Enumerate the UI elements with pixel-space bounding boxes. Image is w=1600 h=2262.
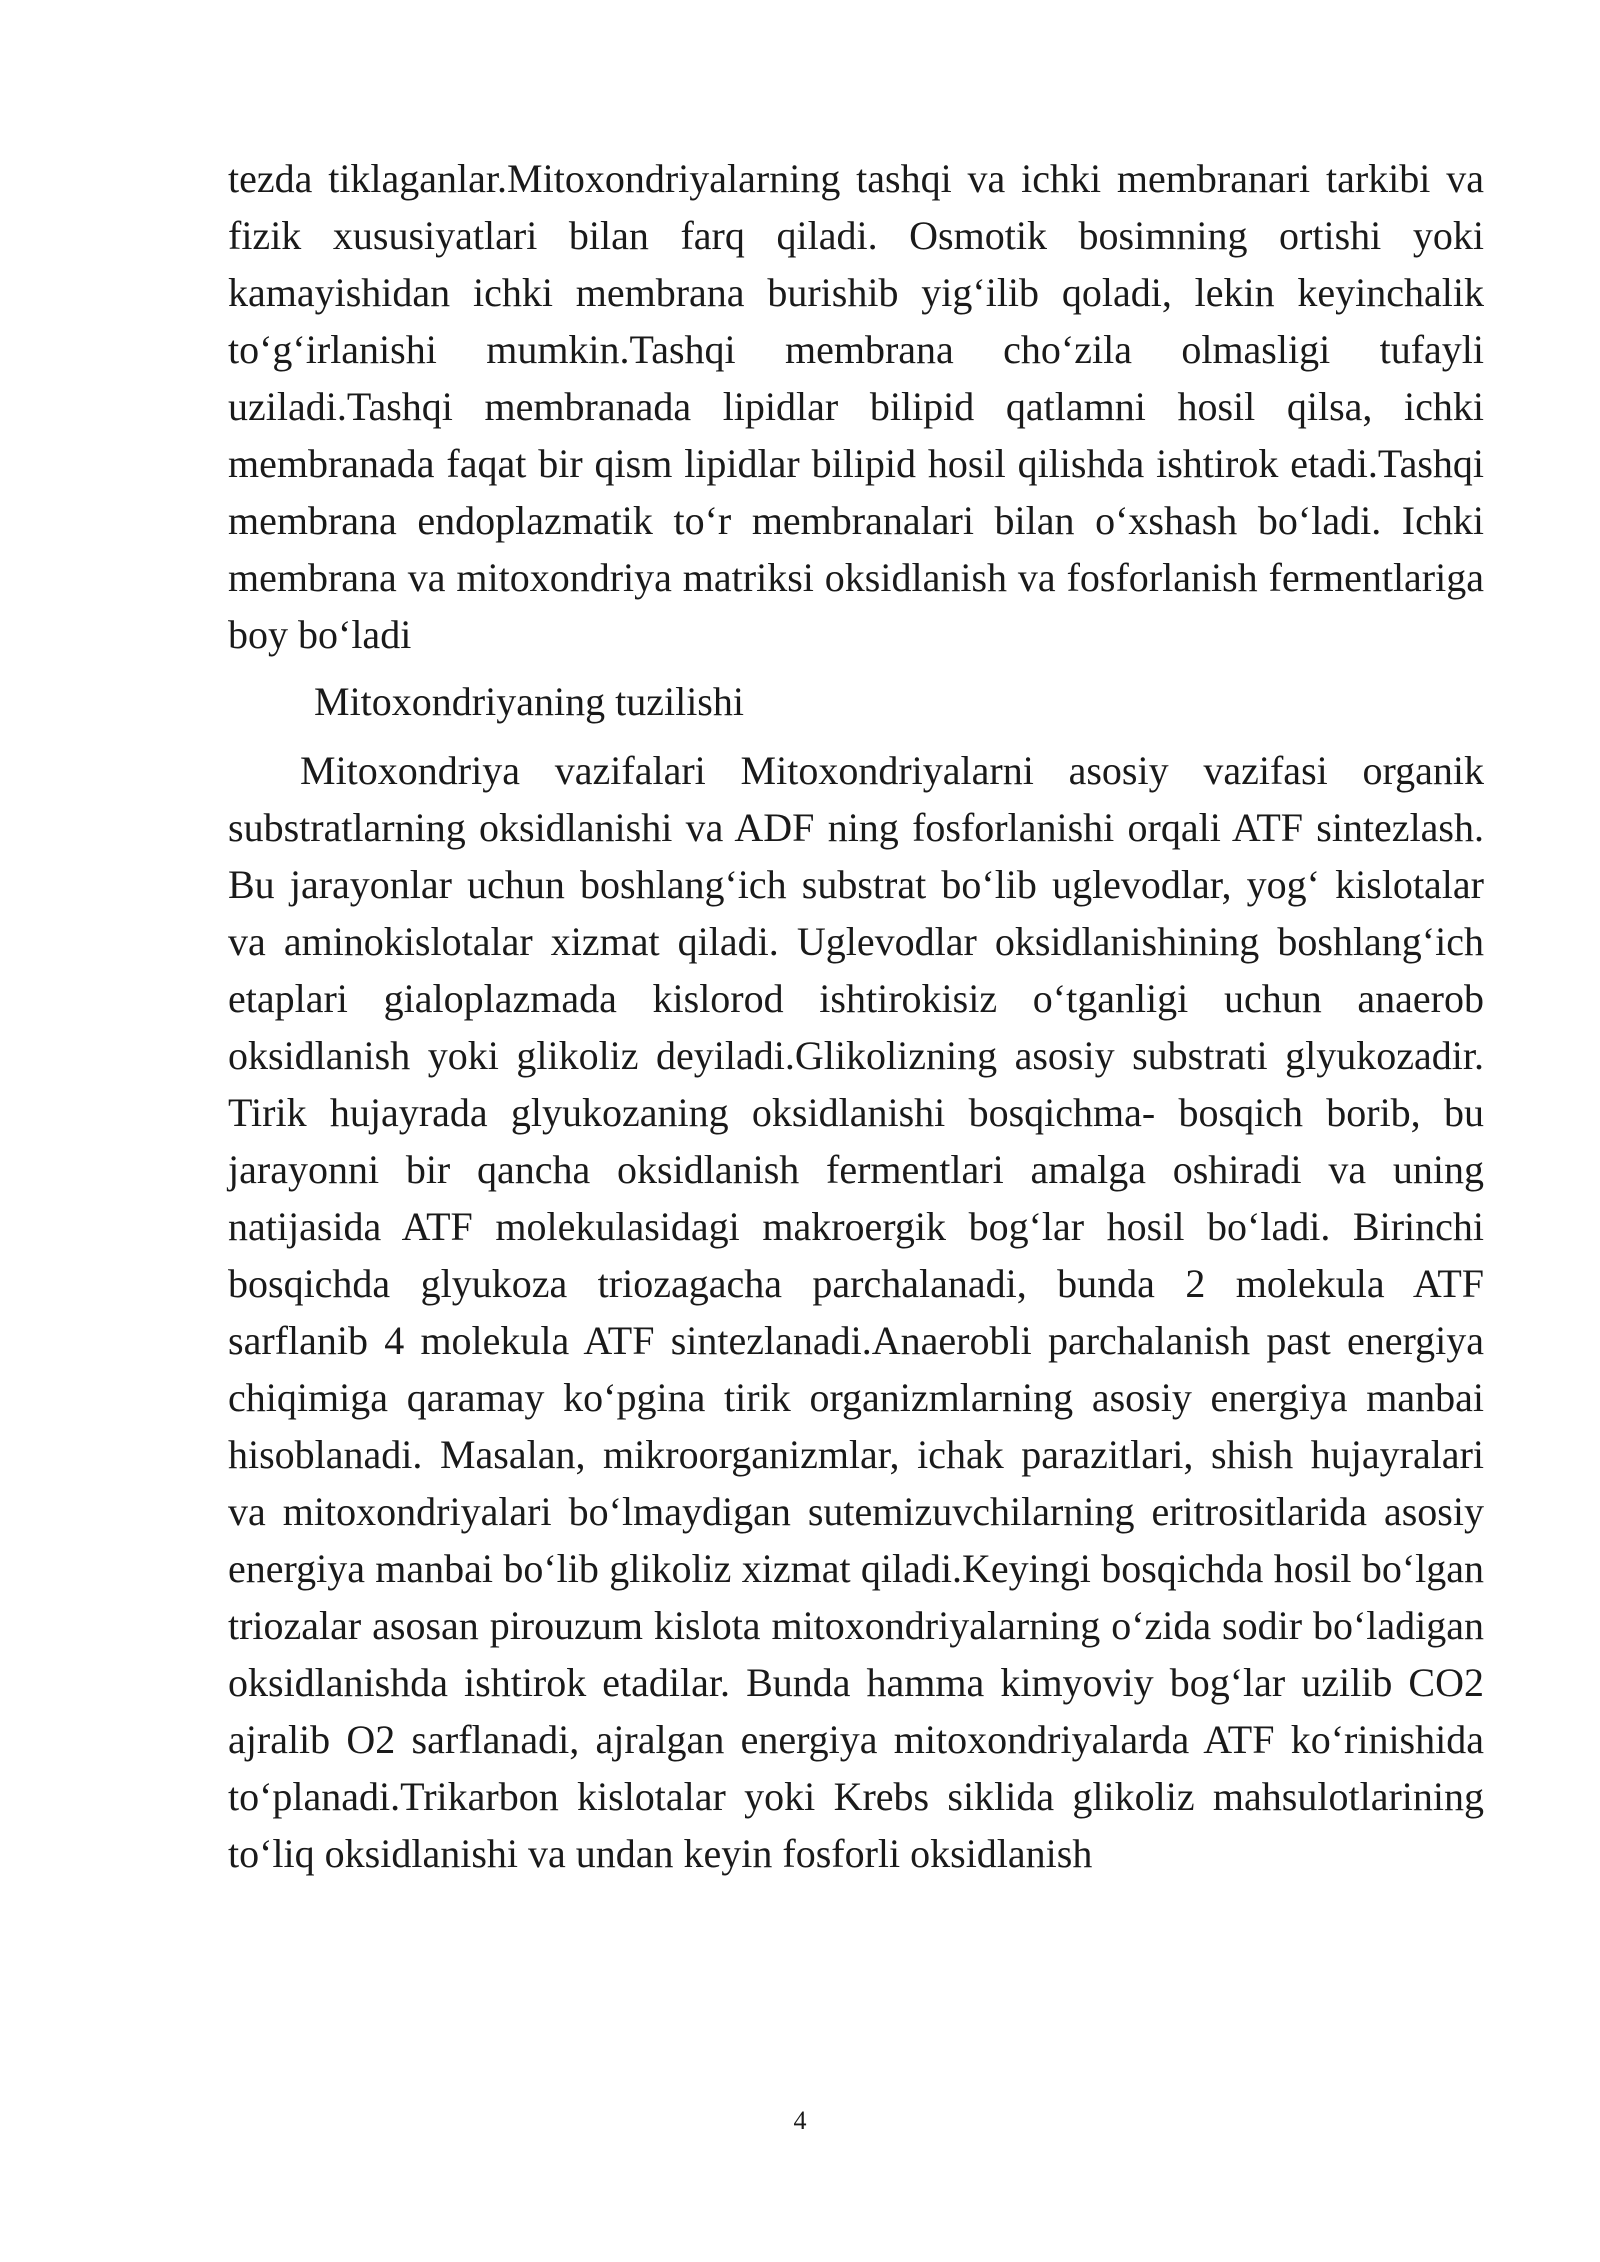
body-paragraph: Mitoxondriya vazifalari Mitoxondriyalarni asosiy vazifasi organik substratlarning oksidlanishi va ADF ning fosforlanishi orqali ATF sintezlash. Bu jarayonlar uchun boshlang‘ich substrat bo‘lib uglevodlar, yog‘ kislotalar va aminokislotalar xizmat qiladi. Uglevodlar oksidlanishining boshlang‘ich etaplari gialoplazmada kislorod ishtirokisiz o‘tganligi uchun anaerob oksidlanish yoki glikoliz deyiladi.Glikolizning asosiy substrati glyukozadir. Tirik hujayrada glyukozaning oksidlanishi bosqichma- bosqich borib, bu jarayonni bir qancha oksidlanish fermentlari amalga oshiradi va uning natijasida ATF molekulasidagi makroergik bog‘lar hosil bo‘ladi. Birinchi bosqichda glyukoza triozagacha parchalanadi, bunda 2 molekula ATF sarflanib 4 molekula ATF sintezlanadi.Anaerobli parchalanish past energiya chiqimiga qaramay ko‘pgina tirik organizmlarning asosiy energiya manbai hisoblanadi. Masalan, mikroorganizmlar, ichak parazitlari, shish hujayralari va mitoxondriyalari bo‘lmaydigan sutemizuvchilarning eritrositlarida asosiy energiya manbai bo‘lib glikoliz xizmat qiladi.Keyingi bosqichda hosil bo‘lgan triozalar asosan pirouzum kislota mitoxondriyalarning o‘zida sodir bo‘ladigan oksidlanishda ishtirok etadilar. Bunda hamma kimyoviy bog‘lar uzilib CO2 ajralib O2 sarflanadi, ajralgan energiya mitoxondriyalarda ATF ko‘rinishida to‘planadi.Trikarbon kislotalar yoki Krebs siklida glikoliz mahsulotlarining to‘liq oksidlanishi va undan keyin fosforli oksidlanish — [228, 748, 1484, 1876]
page-number: 4 — [793, 2106, 807, 2135]
section-heading: Mitoxondriyaning tuzilishi — [314, 679, 744, 724]
document-page — [228, 150, 1484, 1882]
body-paragraph-continued: tezda tiklaganlar.Mitoxondriyalarning tashqi va ichki membranari tarkibi va fizik xususiyatlari bilan farq qiladi. Osmotik bosimning ortishi yoki kamayishidan ichki membrana burishib yig‘ilib qoladi, lekin keyinchalik to‘g‘irlanishi mumkin.Tashqi membrana cho‘zila olmasligi tufayli uziladi.Tashqi membranada lipidlar bilipid qatlamni hosil qilsa, ichki membranada faqat bir qism lipidlar bilipid hosil qilishda ishtirok etadi.Tashqi membrana endoplazmatik to‘r membranalari bilan o‘xshash bo‘ladi. Ichki membrana va mitoxondriya matriksi oksidlanish va fosforlanish fermentlariga boy bo‘ladi — [228, 156, 1484, 657]
